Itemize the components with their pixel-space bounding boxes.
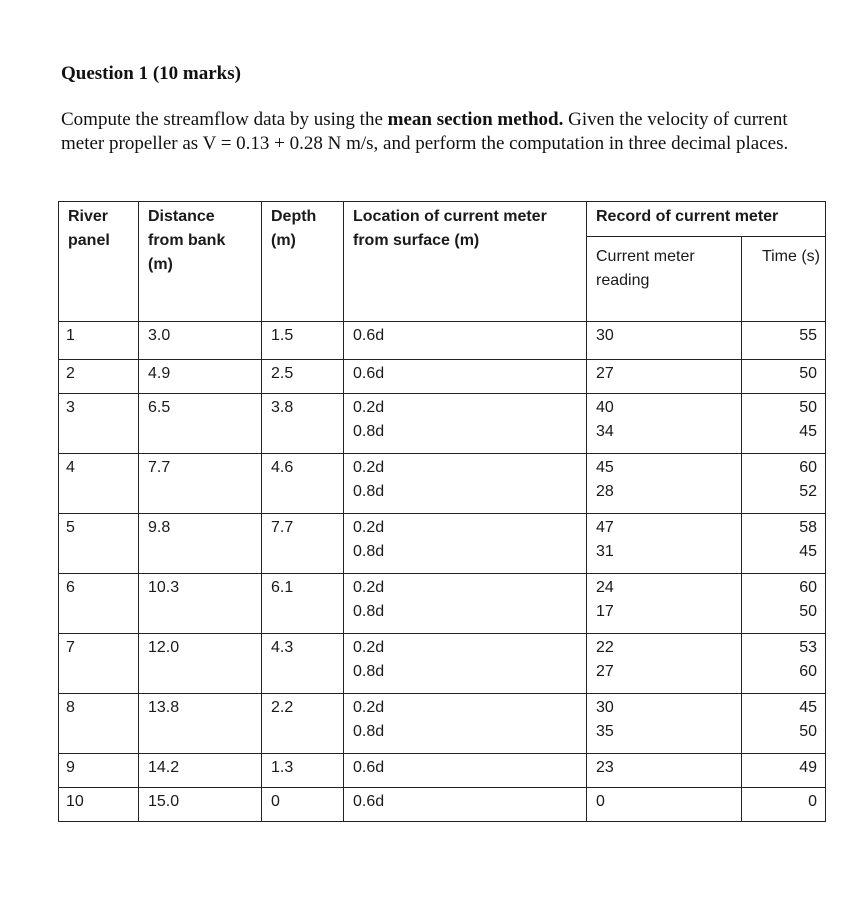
- header-distance-line-3: (m): [148, 256, 173, 273]
- cell-distance: 12.0: [139, 634, 262, 694]
- cell-current-meter-reading: [587, 360, 742, 394]
- header-river-panel: [59, 202, 139, 322]
- cell-distance: 6.5: [139, 394, 262, 454]
- table-body: [59, 322, 826, 822]
- table-row: [59, 788, 826, 822]
- cell-current-meter-reading-value: 40: [596, 399, 614, 416]
- cell-time-value: 50: [799, 399, 817, 416]
- header-location-line-1: Location of current meter: [353, 208, 547, 225]
- question-text-part-2: Given the velocity of current meter propeller as V = 0.13 + 0.28 N m/s, and perform the computation in three decimal places.: [61, 109, 789, 154]
- header-record: Record of current meter: [587, 202, 826, 237]
- cell-location-value: 0.6d: [353, 793, 385, 810]
- table-row: [59, 394, 826, 454]
- cell-current-meter-reading-value: 35: [596, 723, 614, 740]
- cell-current-meter-reading-value: 31: [596, 543, 614, 560]
- cell-location: [344, 574, 587, 634]
- cell-location: [344, 634, 587, 694]
- cell-location-value: 0.8d: [353, 483, 385, 500]
- question-text-bold: mean section method.: [387, 109, 564, 130]
- header-location: [344, 202, 587, 322]
- cell-time-value: 58: [799, 519, 817, 536]
- cell-location-value: 0.6d: [353, 365, 385, 382]
- cell-location: [344, 394, 587, 454]
- cell-current-meter-reading-value: 0: [596, 793, 605, 810]
- table-row: [59, 694, 826, 754]
- cell-time: [742, 322, 826, 360]
- cell-time-value: 55: [799, 327, 817, 344]
- cell-current-meter-reading-value: 28: [596, 483, 614, 500]
- cell-distance: 13.8: [139, 694, 262, 754]
- cell-location-value: 0.8d: [353, 603, 385, 620]
- header-distance-line-1: Distance: [148, 208, 215, 225]
- header-river-panel-line-1: River: [68, 208, 109, 225]
- cell-river-panel: 5: [59, 514, 139, 574]
- cell-current-meter-reading: [587, 694, 742, 754]
- header-distance-line-2: from bank: [148, 232, 226, 249]
- cell-time: [742, 394, 826, 454]
- cell-time-value: 45: [799, 699, 817, 716]
- cell-time-value: 60: [799, 663, 817, 680]
- cell-time: [742, 454, 826, 514]
- cell-river-panel: 7: [59, 634, 139, 694]
- cell-current-meter-reading-value: 30: [596, 699, 614, 716]
- header-depth-line-2: (m): [271, 232, 296, 249]
- cell-location-value: 0.2d: [353, 699, 385, 716]
- cell-location-value: 0.2d: [353, 459, 385, 476]
- cell-time: [742, 694, 826, 754]
- cell-current-meter-reading: [587, 322, 742, 360]
- cell-time-value: 50: [799, 603, 817, 620]
- cell-location-value: 0.2d: [353, 399, 385, 416]
- cell-current-meter-reading-value: 27: [596, 663, 614, 680]
- table-row: [59, 514, 826, 574]
- cell-location: [344, 322, 587, 360]
- cell-depth: 4.3: [262, 634, 344, 694]
- cell-current-meter-reading-value: 17: [596, 603, 614, 620]
- cell-depth: 4.6: [262, 454, 344, 514]
- cell-depth: 3.8: [262, 394, 344, 454]
- cell-river-panel: 1: [59, 322, 139, 360]
- cell-river-panel: 8: [59, 694, 139, 754]
- table-row: [59, 322, 826, 360]
- header-current-meter-reading: [587, 237, 742, 322]
- cell-location-value: 0.8d: [353, 423, 385, 440]
- header-depth-line-1: Depth: [271, 208, 317, 225]
- cell-time: [742, 634, 826, 694]
- cell-current-meter-reading-value: 30: [596, 327, 614, 344]
- cell-current-meter-reading: [587, 454, 742, 514]
- cell-current-meter-reading: [587, 788, 742, 822]
- header-reading-line-2: reading: [596, 272, 650, 289]
- cell-location: [344, 694, 587, 754]
- cell-depth: 2.2: [262, 694, 344, 754]
- cell-time-value: 50: [799, 365, 817, 382]
- cell-river-panel: 6: [59, 574, 139, 634]
- cell-location: [344, 788, 587, 822]
- cell-depth: 7.7: [262, 514, 344, 574]
- cell-time-value: 60: [799, 579, 817, 596]
- header-distance: [139, 202, 262, 322]
- cell-current-meter-reading: [587, 754, 742, 788]
- cell-location: [344, 514, 587, 574]
- cell-location-value: 0.2d: [353, 519, 385, 536]
- cell-depth: 6.1: [262, 574, 344, 634]
- cell-river-panel: 2: [59, 360, 139, 394]
- cell-time-value: 45: [799, 423, 817, 440]
- cell-location-value: 0.6d: [353, 327, 385, 344]
- cell-time-value: 52: [799, 483, 817, 500]
- cell-time: [742, 754, 826, 788]
- streamflow-data-table: [58, 201, 826, 822]
- cell-depth: 0: [262, 788, 344, 822]
- cell-river-panel: 9: [59, 754, 139, 788]
- cell-distance: 14.2: [139, 754, 262, 788]
- cell-distance: 7.7: [139, 454, 262, 514]
- table-row: [59, 754, 826, 788]
- cell-distance: 9.8: [139, 514, 262, 574]
- table-row: [59, 454, 826, 514]
- cell-time-value: 60: [799, 459, 817, 476]
- cell-location-value: 0.2d: [353, 639, 385, 656]
- cell-river-panel: 4: [59, 454, 139, 514]
- cell-distance: 4.9: [139, 360, 262, 394]
- header-river-panel-line-2: panel: [68, 232, 110, 249]
- cell-current-meter-reading: [587, 574, 742, 634]
- cell-location-value: 0.2d: [353, 579, 385, 596]
- question-text-part-1: Compute the streamflow data by using the: [61, 109, 388, 130]
- cell-depth: 1.5: [262, 322, 344, 360]
- cell-river-panel: 10: [59, 788, 139, 822]
- cell-time: [742, 574, 826, 634]
- cell-time: [742, 514, 826, 574]
- header-depth: [262, 202, 344, 322]
- table-row: [59, 574, 826, 634]
- cell-depth: 1.3: [262, 754, 344, 788]
- cell-location-value: 0.8d: [353, 663, 385, 680]
- cell-river-panel: 3: [59, 394, 139, 454]
- cell-location: [344, 360, 587, 394]
- cell-current-meter-reading-value: 47: [596, 519, 614, 536]
- header-reading-line-1: Current meter: [596, 248, 695, 265]
- cell-time: [742, 788, 826, 822]
- table-row: [59, 634, 826, 694]
- cell-current-meter-reading-value: 23: [596, 759, 614, 776]
- cell-time-value: 45: [799, 543, 817, 560]
- cell-location-value: 0.6d: [353, 759, 385, 776]
- cell-current-meter-reading-value: 27: [596, 365, 614, 382]
- cell-location: [344, 454, 587, 514]
- cell-time: [742, 360, 826, 394]
- question-title: Question 1 (10 marks): [61, 63, 241, 84]
- cell-current-meter-reading: [587, 394, 742, 454]
- cell-current-meter-reading: [587, 514, 742, 574]
- cell-distance: 15.0: [139, 788, 262, 822]
- cell-current-meter-reading-value: 22: [596, 639, 614, 656]
- cell-location: [344, 754, 587, 788]
- cell-current-meter-reading-value: 24: [596, 579, 614, 596]
- cell-current-meter-reading-value: 45: [596, 459, 614, 476]
- cell-time-value: 49: [799, 759, 817, 776]
- cell-current-meter-reading-value: 34: [596, 423, 614, 440]
- cell-location-value: 0.8d: [353, 723, 385, 740]
- cell-time-value: 53: [799, 639, 817, 656]
- header-location-line-2: from surface (m): [353, 232, 480, 249]
- cell-distance: 3.0: [139, 322, 262, 360]
- cell-time-value: 0: [808, 793, 817, 810]
- cell-depth: 2.5: [262, 360, 344, 394]
- cell-current-meter-reading: [587, 634, 742, 694]
- cell-time-value: 50: [799, 723, 817, 740]
- question-text: [61, 108, 801, 155]
- cell-distance: 10.3: [139, 574, 262, 634]
- cell-location-value: 0.8d: [353, 543, 385, 560]
- table-row: [59, 360, 826, 394]
- header-time: Time (s): [742, 237, 826, 322]
